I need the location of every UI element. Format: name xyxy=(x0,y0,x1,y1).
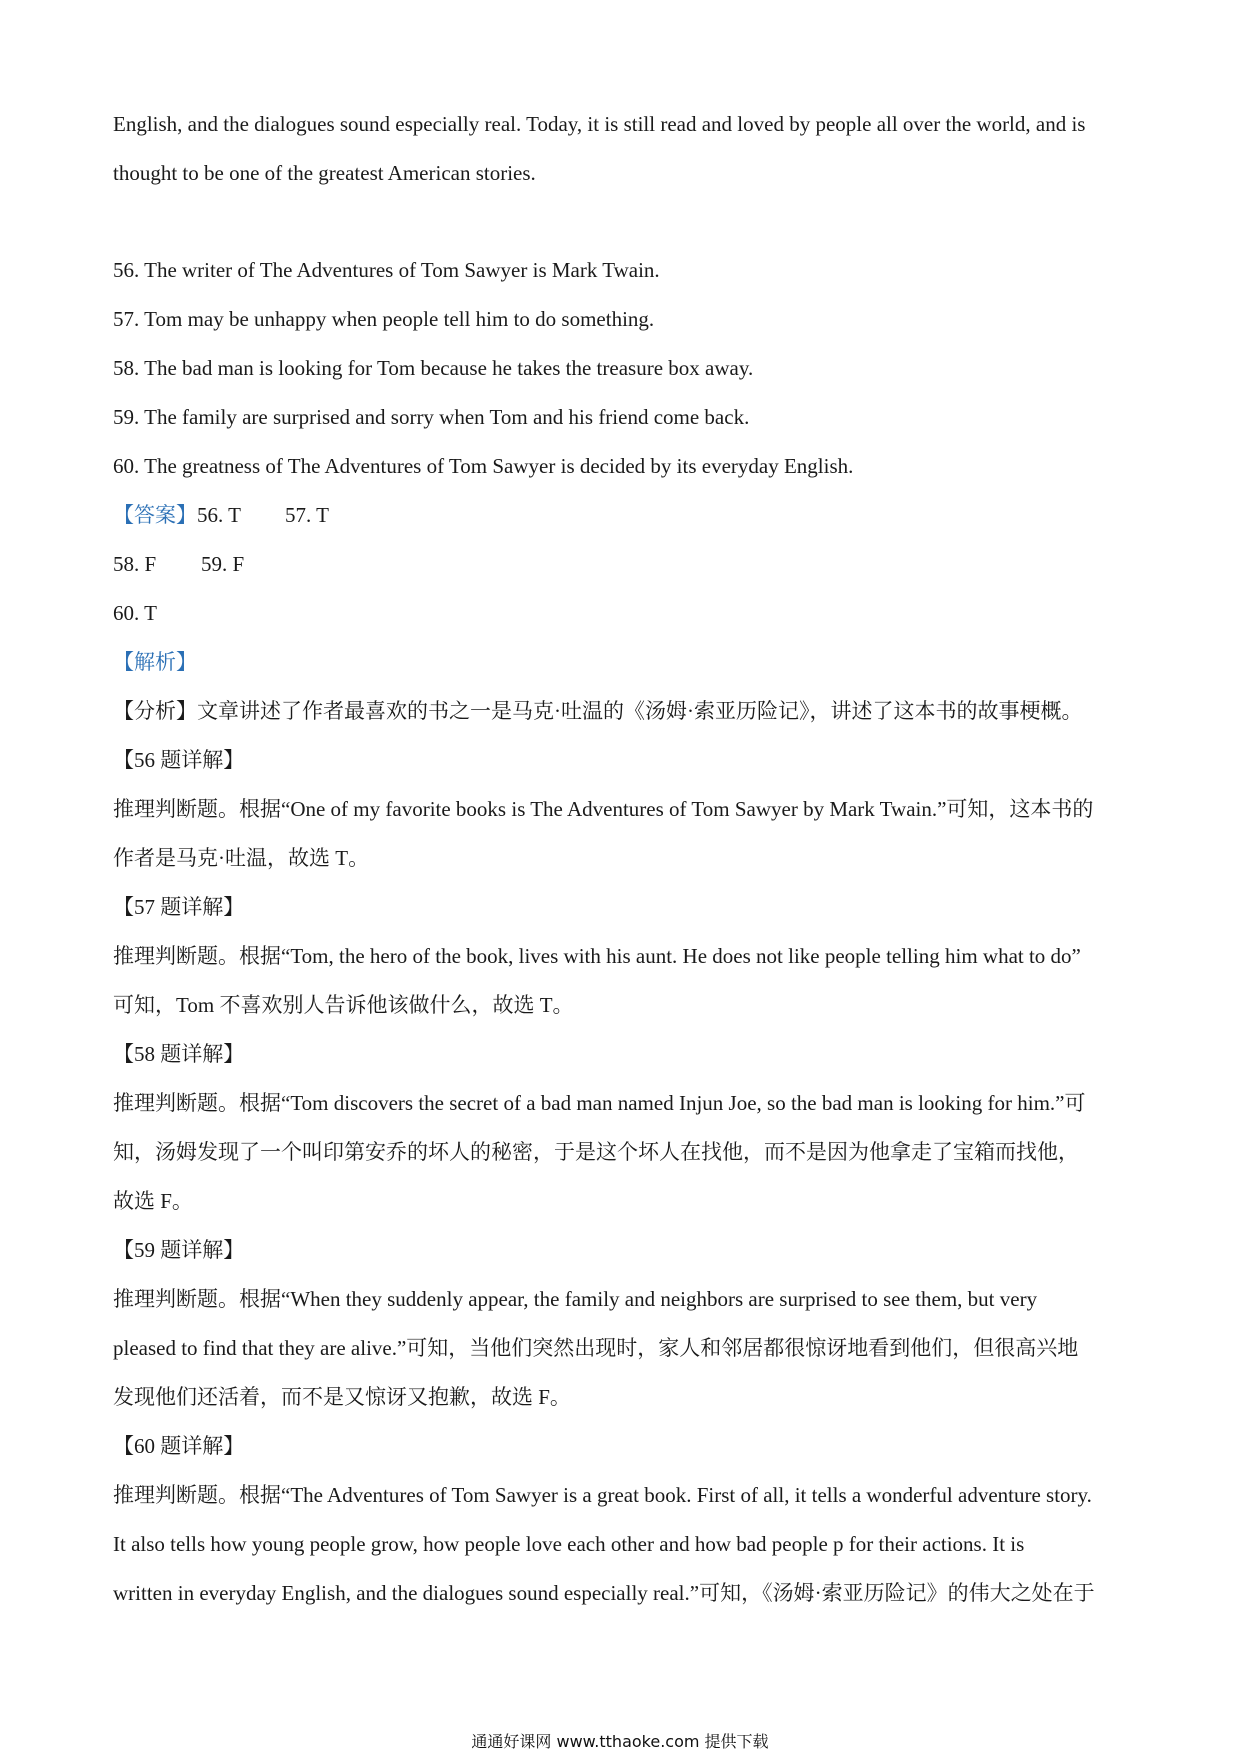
analysis-label: 【解析】 xyxy=(113,650,197,674)
q59-line-3: 发现他们还活着，而不是又惊讶又抱歉，故选 F。 xyxy=(113,1385,571,1409)
q60-line-2: It also tells how young people grow, how people love each other and how bad people p for their actions. It is xyxy=(113,1532,1025,1556)
answer-60: 60. T xyxy=(113,601,157,625)
document-page xyxy=(113,100,1128,1618)
answer-row-1 xyxy=(113,491,1128,540)
q56-line-1: 推理判断题。根据“One of my favorite books is The Adventures of Tom Sawyer by Mark Twain.”可知，这本书的 xyxy=(113,797,1094,821)
q58-heading: 【58 题详解】 xyxy=(113,1042,245,1066)
q60-heading: 【60 题详解】 xyxy=(113,1434,245,1458)
q56-line-2: 作者是马克·吐温，故选 T。 xyxy=(113,846,370,870)
q60-line-1: 推理判断题。根据“The Adventures of Tom Sawyer is a great book. First of all, it tells a wonderful adventure story. xyxy=(113,1483,1092,1507)
answer-58: 58. F xyxy=(113,552,157,576)
q59-heading: 【59 题详解】 xyxy=(113,1238,245,1262)
q58-line-2: 知，汤姆发现了一个叫印第安乔的坏人的秘密，于是这个坏人在找他，而不是因为他拿走了宝箱而找他， xyxy=(113,1140,1079,1164)
q58-line-3: 故选 F。 xyxy=(113,1189,193,1213)
q57-line-1: 推理判断题。根据“Tom, the hero of the book, lives with his aunt. He does not like people telling him what to do” xyxy=(113,944,1081,968)
q58-line-1: 推理判断题。根据“Tom discovers the secret of a bad man named Injun Joe, so the bad man is looking for him.”可 xyxy=(113,1091,1086,1115)
q60-line-3: written in everyday English, and the dialogues sound especially real.”可知，《汤姆·索亚历险记》的伟大之处在于 xyxy=(113,1581,1095,1605)
statement-59: 59. The family are surprised and sorry when Tom and his friend come back. xyxy=(113,405,750,429)
answer-59: 59. F xyxy=(201,552,245,576)
statement-57: 57. Tom may be unhappy when people tell him to do something. xyxy=(113,307,655,331)
analysis-summary: 【分析】文章讲述了作者最喜欢的书之一是马克·吐温的《汤姆·索亚历险记》，讲述了这本书的故事梗概。 xyxy=(113,699,1083,723)
paragraph-gap xyxy=(113,198,1128,246)
q59-line-1: 推理判断题。根据“When they suddenly appear, the family and neighbors are surprised to see them, but very xyxy=(113,1287,1038,1311)
statement-58: 58. The bad man is looking for Tom because he takes the treasure box away. xyxy=(113,356,754,380)
answer-56: 56. T xyxy=(197,503,241,527)
q57-line-2: 可知，Tom 不喜欢别人告诉他该做什么，故选 T。 xyxy=(113,993,574,1017)
statement-60: 60. The greatness of The Adventures of Tom Sawyer is decided by its everyday English. xyxy=(113,454,854,478)
answer-57: 57. T xyxy=(285,503,329,527)
answer-label: 【答案】 xyxy=(113,503,197,527)
statement-56: 56. The writer of The Adventures of Tom Sawyer is Mark Twain. xyxy=(113,258,660,282)
intro-line-2: thought to be one of the greatest American stories. xyxy=(113,161,536,185)
q59-line-2: pleased to find that they are alive.”可知，当他们突然出现时，家人和邻居都很惊讶地看到他们，但很高兴地 xyxy=(113,1336,1079,1360)
intro-line-1: English, and the dialogues sound especially real. Today, it is still read and loved by people all over the world, and is xyxy=(113,112,1086,136)
answer-row-2 xyxy=(113,540,1128,589)
q56-heading: 【56 题详解】 xyxy=(113,748,245,772)
q57-heading: 【57 题详解】 xyxy=(113,895,245,919)
page-footer: 通通好课网 www.tthaoke.com 提供下载 xyxy=(471,1732,769,1751)
